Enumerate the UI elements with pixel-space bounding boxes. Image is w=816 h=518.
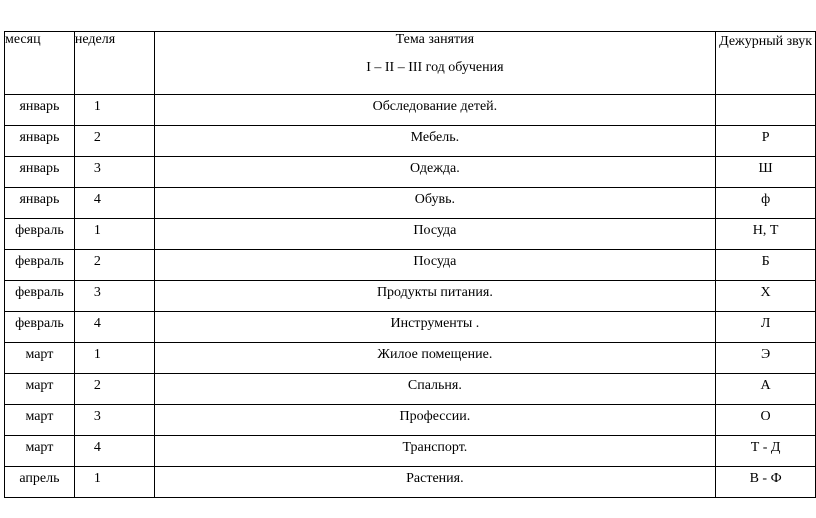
cell-week: 3 — [74, 157, 154, 188]
cell-sound: Н, Т — [716, 219, 816, 250]
cell-week: 1 — [74, 343, 154, 374]
header-week: неделя — [74, 32, 154, 95]
cell-month: февраль — [5, 281, 75, 312]
table-row — [5, 343, 816, 374]
cell-topic: Жилое помещение. — [154, 343, 716, 374]
cell-topic: Профессии. — [154, 405, 716, 436]
cell-sound: ф — [716, 188, 816, 219]
cell-month: январь — [5, 157, 75, 188]
cell-week: 3 — [74, 281, 154, 312]
cell-month: февраль — [5, 250, 75, 281]
cell-sound: Э — [716, 343, 816, 374]
cell-week: 4 — [74, 436, 154, 467]
cell-week: 2 — [74, 250, 154, 281]
cell-sound — [716, 95, 816, 126]
cell-topic: Транспорт. — [154, 436, 716, 467]
cell-month: январь — [5, 95, 75, 126]
table-row — [5, 374, 816, 405]
cell-sound: Т - Д — [716, 436, 816, 467]
cell-topic: Инструменты . — [154, 312, 716, 343]
cell-week: 4 — [74, 188, 154, 219]
cell-sound: О — [716, 405, 816, 436]
cell-sound: Х — [716, 281, 816, 312]
cell-topic: Мебель. — [154, 126, 716, 157]
cell-topic: Одежда. — [154, 157, 716, 188]
cell-topic: Спальня. — [154, 374, 716, 405]
cell-month: февраль — [5, 312, 75, 343]
header-topic — [154, 32, 716, 95]
table-row — [5, 436, 816, 467]
table-header-row — [5, 32, 816, 95]
table-row — [5, 405, 816, 436]
cell-week: 2 — [74, 126, 154, 157]
cell-topic: Продукты питания. — [154, 281, 716, 312]
cell-sound: Б — [716, 250, 816, 281]
cell-month: январь — [5, 188, 75, 219]
cell-sound: Р — [716, 126, 816, 157]
cell-sound: В - Ф — [716, 467, 816, 498]
cell-month: март — [5, 405, 75, 436]
table-row — [5, 219, 816, 250]
cell-topic: Обувь. — [154, 188, 716, 219]
table-row — [5, 250, 816, 281]
cell-week: 1 — [74, 467, 154, 498]
cell-sound: А — [716, 374, 816, 405]
cell-sound: Ш — [716, 157, 816, 188]
cell-month: март — [5, 343, 75, 374]
table-row — [5, 157, 816, 188]
cell-month: март — [5, 436, 75, 467]
header-month: месяц — [5, 32, 75, 95]
cell-topic: Посуда — [154, 219, 716, 250]
table-row — [5, 95, 816, 126]
cell-topic: Растения. — [154, 467, 716, 498]
cell-month: март — [5, 374, 75, 405]
table-row — [5, 281, 816, 312]
cell-month: январь — [5, 126, 75, 157]
cell-topic: Обследование детей. — [154, 95, 716, 126]
table-row — [5, 467, 816, 498]
header-topic-title: Тема занятия — [395, 32, 475, 47]
cell-month: апрель — [5, 467, 75, 498]
cell-week: 1 — [74, 219, 154, 250]
cell-week: 3 — [74, 405, 154, 436]
cell-month: февраль — [5, 219, 75, 250]
table-row — [5, 188, 816, 219]
table-body — [5, 95, 816, 498]
cell-topic: Посуда — [154, 250, 716, 281]
header-topic-years: I – II – III год обучения — [366, 60, 504, 75]
cell-sound: Л — [716, 312, 816, 343]
table-row — [5, 126, 816, 157]
lesson-plan-table — [4, 31, 816, 498]
cell-week: 2 — [74, 374, 154, 405]
cell-week: 1 — [74, 95, 154, 126]
cell-week: 4 — [74, 312, 154, 343]
header-sound: Дежурный звук — [716, 32, 816, 95]
table-row — [5, 312, 816, 343]
